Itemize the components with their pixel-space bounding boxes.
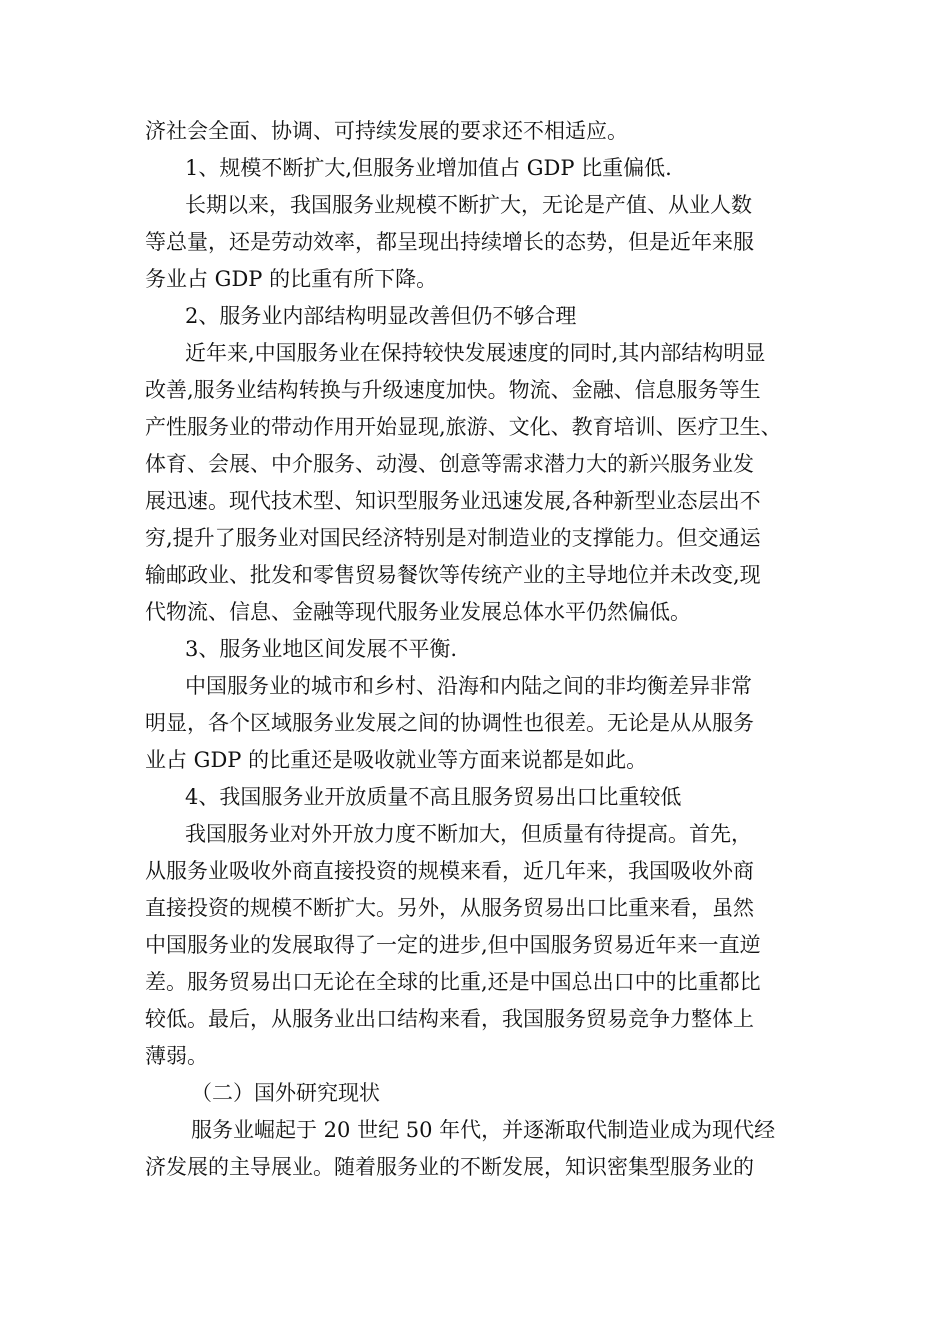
list-item-heading: 4、我国服务业开放质量不高且服务贸易出口比重较低 bbox=[185, 785, 682, 809]
text-line: 济社会全面、协调、可持续发展的要求还不相适应。 bbox=[145, 119, 628, 143]
text-line: 薄弱。 bbox=[145, 1044, 208, 1068]
text-line: 明显，各个区域服务业发展之间的协调性也很差。无论是从从服务 bbox=[145, 711, 754, 735]
list-item-heading: 3、服务业地区间发展不平衡. bbox=[185, 637, 458, 661]
text-line: 从服务业吸收外商直接投资的规模来看，近几年来，我国吸收外商 bbox=[145, 859, 754, 883]
text-line: 输邮政业、批发和零售贸易餐饮等传统产业的主导地位并未改变,现 bbox=[145, 563, 761, 587]
text-line: 等总量，还是劳动效率，都呈现出持续增长的态势，但是近年来服 bbox=[145, 230, 754, 254]
text-line: 中国服务业的发展取得了一定的进步,但中国服务贸易近年来一直逆 bbox=[145, 933, 761, 957]
text-line: 服务业崛起于 20 世纪 50 年代，并逐渐取代制造业成为现代经 bbox=[191, 1118, 776, 1142]
text-line: 直接投资的规模不断扩大。另外，从服务贸易出口比重来看，虽然 bbox=[145, 896, 754, 920]
text-line: 改善,服务业结构转换与升级速度加快。物流、金融、信息服务等生 bbox=[145, 378, 761, 402]
text-line: 差。服务贸易出口无论在全球的比重,还是中国总出口中的比重都比 bbox=[145, 970, 761, 994]
text-line: 近年来,中国服务业在保持较快发展速度的同时,其内部结构明显 bbox=[185, 341, 766, 365]
text-line: 较低。最后，从服务业出口结构来看，我国服务贸易竞争力整体上 bbox=[145, 1007, 754, 1031]
text-line: 产性服务业的带动作用开始显现,旅游、文化、教育培训、医疗卫生、 bbox=[145, 415, 782, 439]
section-heading: （二）国外研究现状 bbox=[191, 1081, 380, 1105]
text-line: 穷,提升了服务业对国民经济特别是对制造业的支撑能力。但交通运 bbox=[145, 526, 761, 550]
text-line: 代物流、信息、金融等现代服务业发展总体水平仍然偏低。 bbox=[145, 600, 691, 624]
text-line: 我国服务业对外开放力度不断加大，但质量有待提高。首先， bbox=[185, 822, 752, 846]
list-item-heading: 1、规模不断扩大,但服务业增加值占 GDP 比重偏低. bbox=[185, 156, 672, 180]
text-line: 展迅速。现代技术型、知识型服务业迅速发展,各种新型业态层出不 bbox=[145, 489, 761, 513]
text-line: 中国服务业的城市和乡村、沿海和内陆之间的非均衡差异非常 bbox=[185, 674, 752, 698]
text-line: 济发展的主导展业。随着服务业的不断发展，知识密集型服务业的 bbox=[145, 1155, 754, 1179]
document-body bbox=[145, 113, 810, 1186]
text-line: 长期以来，我国服务业规模不断扩大，无论是产值、从业人数 bbox=[185, 193, 752, 217]
text-line: 业占 GDP 的比重还是吸收就业等方面来说都是如此。 bbox=[145, 748, 648, 772]
text-line: 务业占 GDP 的比重有所下降。 bbox=[145, 267, 438, 291]
text-line: 体育、会展、中介服务、动漫、创意等需求潜力大的新兴服务业发 bbox=[145, 452, 754, 476]
list-item-heading: 2、服务业内部结构明显改善但仍不够合理 bbox=[185, 304, 577, 328]
